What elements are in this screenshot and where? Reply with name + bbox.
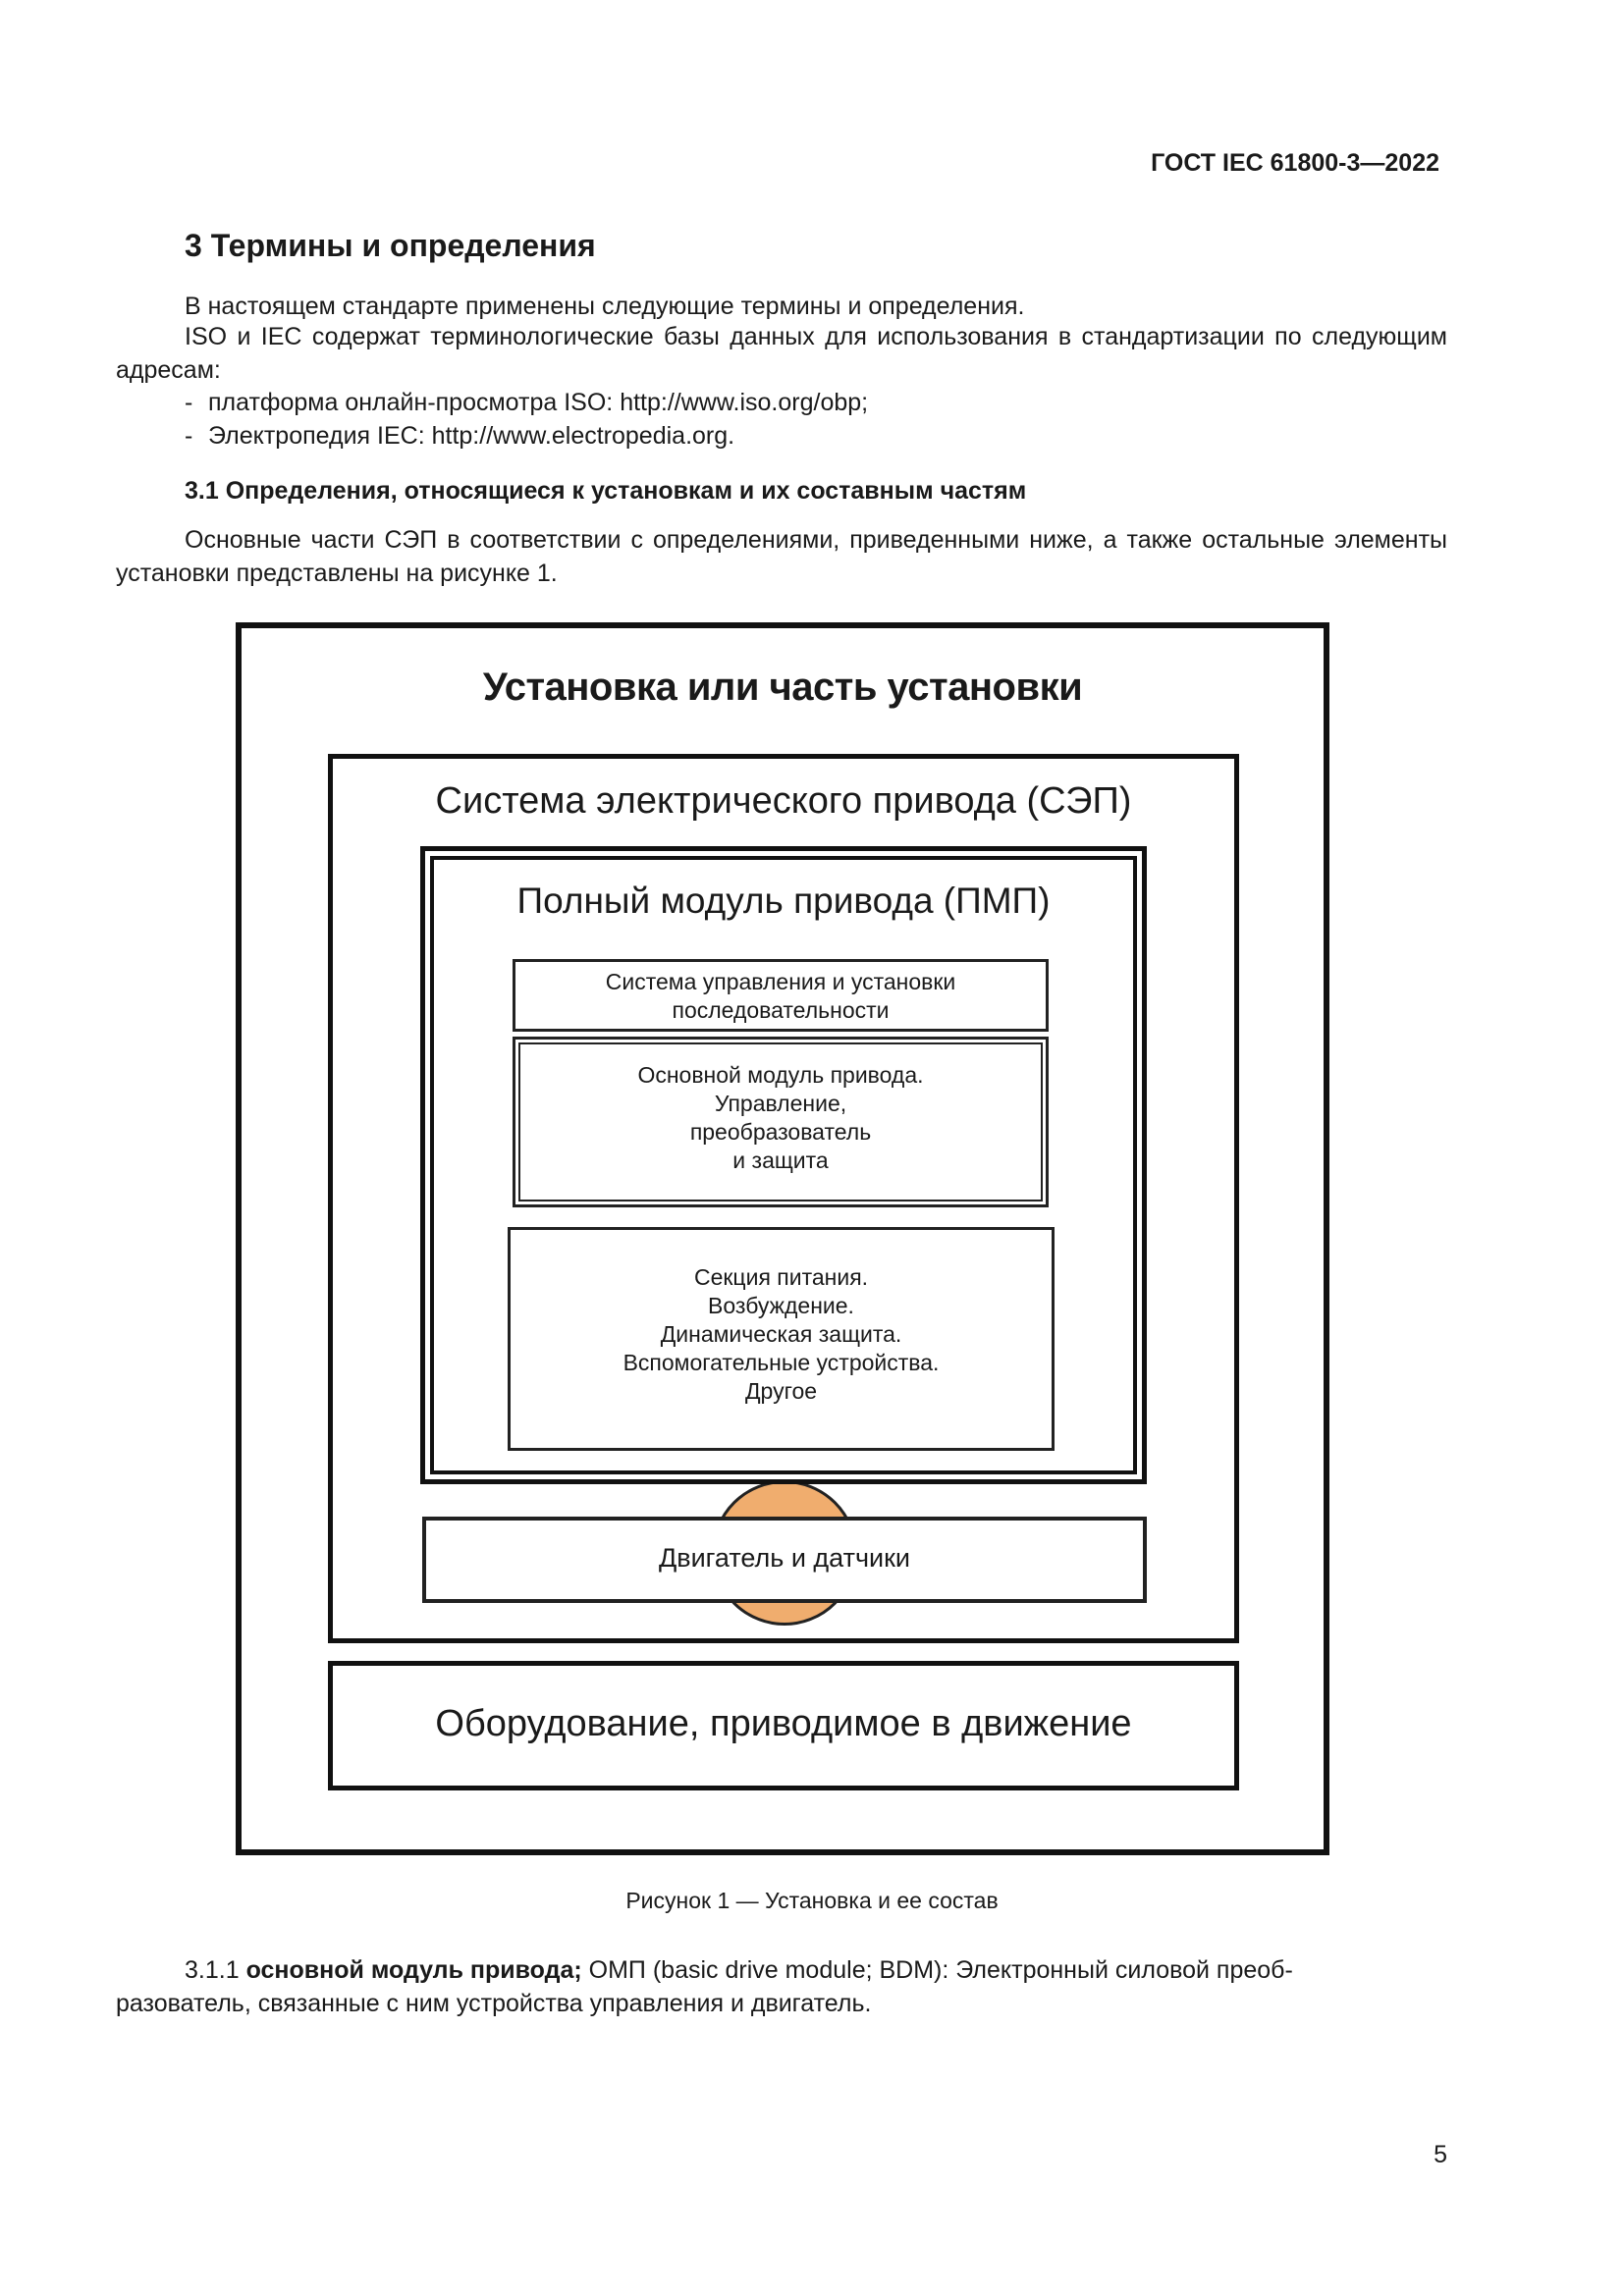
section-title: 3 Термины и определения [185,228,596,263]
definition-term: основной модуль привода; [245,1956,582,1984]
bdm-box [513,1037,1049,1207]
databases-paragraph: ISO и IEC содержат терминологические базы данных для использования в стандартизации по следующим адресам: [116,323,1447,384]
control-system-line2: последовательности [672,997,890,1023]
control-system-line1: Система управления и установки [605,969,956,994]
cdm-label: Полный модуль привода (ПМП) [516,881,1051,921]
feeding-section-box [508,1227,1055,1451]
list-item [185,422,734,451]
list-dash: - [185,389,193,416]
page-number: 5 [1434,2141,1447,2168]
driven-equipment-box [328,1661,1239,1790]
motor-sensors-label: Двигатель и датчики [658,1543,911,1573]
feeding-line2: Возбуждение. [708,1293,854,1318]
definition-text: ОМП (basic drive module; BDM): Электронный силовой преоб- [588,1956,1293,1984]
document-code: ГОСТ IEC 61800-3—2022 [1151,149,1439,177]
driven-equipment-label: Оборудование, приводимое в движение [435,1703,1132,1744]
bdm-line4: и защита [732,1148,829,1173]
definition-number: 3.1.1 [185,1956,240,1984]
bdm-line3: преобразователь [689,1119,872,1145]
motor-sensors-box [422,1517,1147,1603]
subsection-paragraph: Основные части СЭП в соответствии с определениями, приведенными ниже, а также остальные элементы установки представлены на рисунке 1. [116,526,1447,587]
control-system-box [513,959,1049,1032]
bdm-line2: Управление, [714,1091,847,1116]
list-dash: - [185,422,193,450]
feeding-line4: Вспомогательные устройства. [623,1350,940,1375]
feeding-line3: Динамическая защита. [660,1321,902,1347]
subsection-title: 3.1 Определения, относящиеся к установкам и их составным частям [185,477,1027,505]
definition-line2: разователь, связанные с ним устройства управления и двигатель. [116,1990,872,2017]
list-item-text: Электропедия IEC: http://www.electropedia.org. [208,422,735,450]
feeding-line5: Другое [744,1378,818,1404]
intro-paragraph: В настоящем стандарте применены следующие термины и определения. [185,293,1025,320]
installation-label: Установка или часть установки [482,666,1083,709]
bdm-line1: Основной модуль привода. [637,1062,924,1088]
figure-caption: Рисунок 1 — Установка и ее состав [625,1888,999,1913]
feeding-line1: Секция питания. [693,1264,869,1290]
pds-label: Система электрического привода (СЭП) [435,780,1132,822]
definition-line1 [185,1953,1447,1987]
list-item [185,389,868,417]
list-item-text: платформа онлайн-просмотра ISO: http://www.iso.org/obp; [208,389,869,416]
